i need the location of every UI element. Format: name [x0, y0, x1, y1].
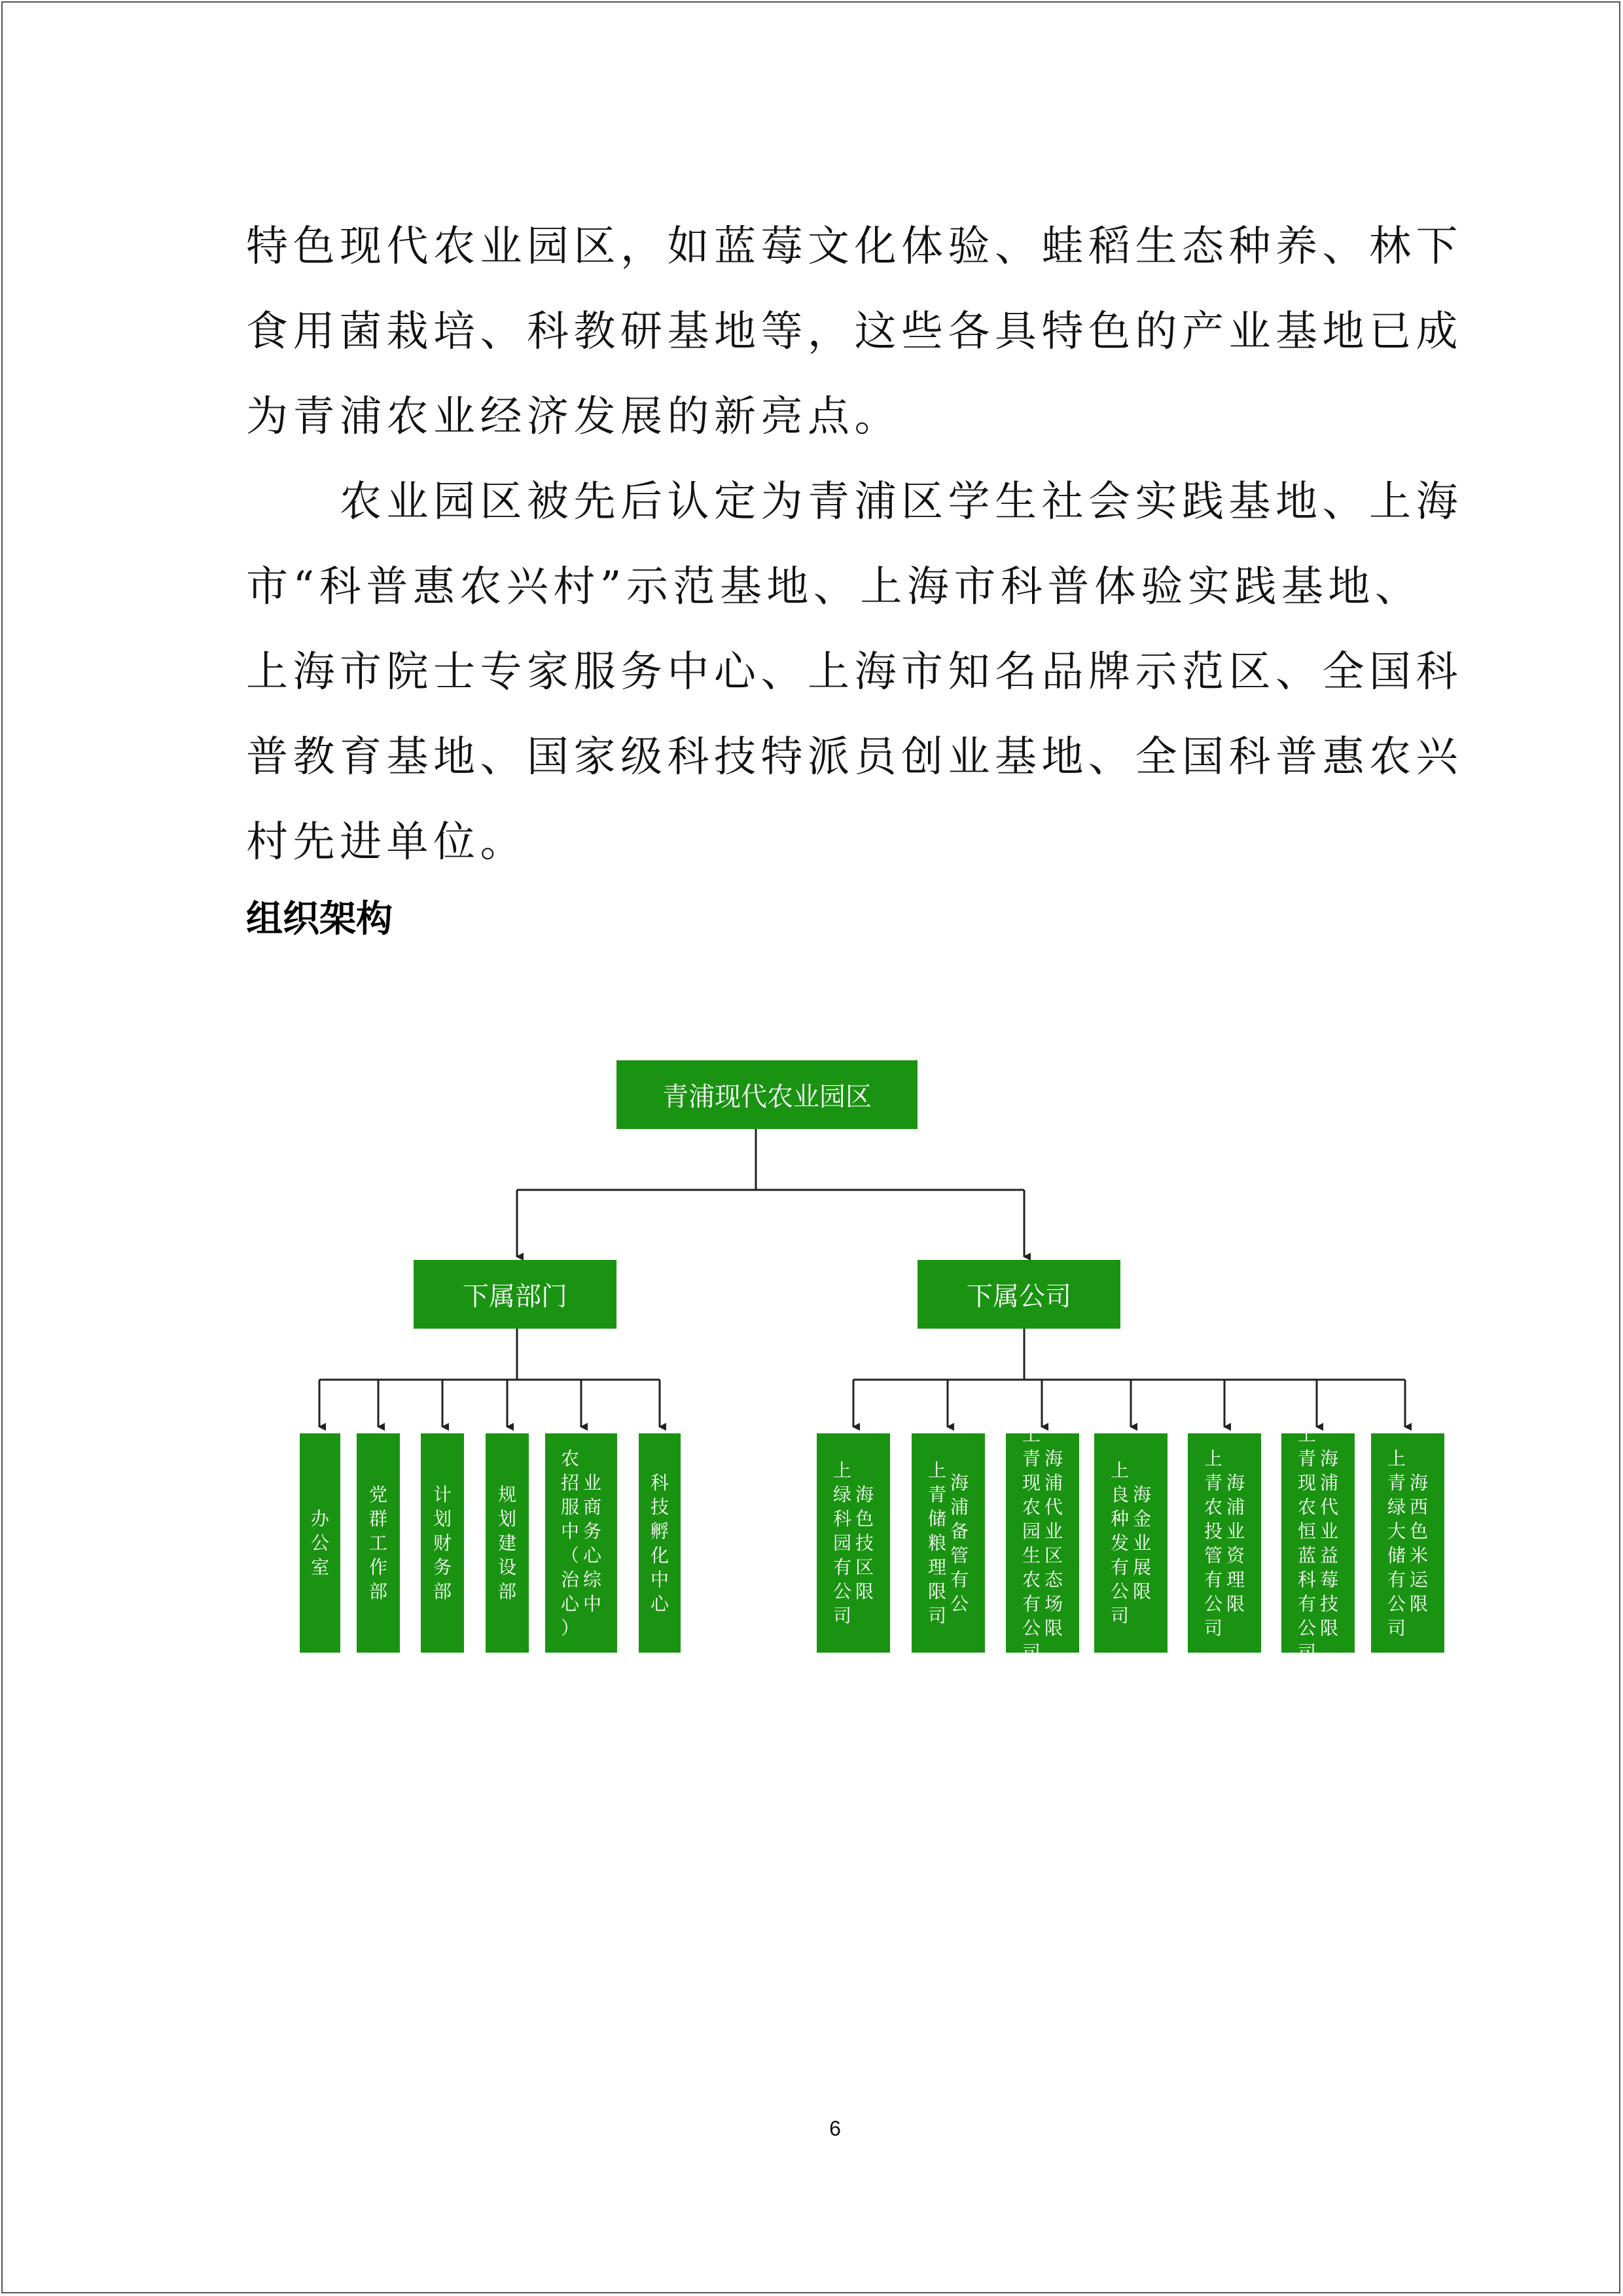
vertical-text-column: 农 招 服 中 （ 治 心 ） — [560, 1447, 579, 1639]
body-line-8: 村先进单位。 — [246, 818, 527, 867]
vertical-text-column: 办 公 室 — [310, 1508, 329, 1578]
page-number: 6 — [829, 2117, 841, 2140]
vertical-text-column: 上 青 现 农 恒 蓝 科 有 公 司 — [1297, 1423, 1316, 1663]
body-line-2: 食用菌栽培、科教研基地等，这些各具特色的产业基地已成 — [246, 308, 1463, 356]
body-line-6: 上海市院士专家服务中心、上海市知名品牌示范区、全国科 — [246, 648, 1463, 696]
vertical-text-column: 海 色 技 区 限 — [855, 1484, 874, 1602]
vertical-text-column: 上 绿 科 园 有 公 司 — [832, 1460, 851, 1626]
vertical-text-column: 上 青 农 投 管 有 公 司 — [1204, 1447, 1222, 1639]
org-branch-companies: 下属公司 — [918, 1260, 1120, 1329]
company-box — [1188, 1433, 1261, 1653]
vertical-text-column: 海 西 色 米 运 限 — [1410, 1471, 1429, 1615]
body-line-1: 特色现代农业园区，如蓝莓文化体验、蛙稻生态种养、林下 — [246, 223, 1463, 271]
body-line-7: 普教育基地、国家级科技特派员创业基地、全国科普惠农兴 — [246, 733, 1463, 781]
vertical-text-column: 科 技 孵 化 中 心 — [650, 1471, 669, 1615]
vertical-text-column: 上 青 现 农 园 生 农 有 公 司 — [1022, 1423, 1041, 1663]
department-box — [486, 1433, 529, 1653]
vertical-text-column: 上 良 种 发 有 公 司 — [1110, 1460, 1129, 1626]
department-box — [421, 1433, 464, 1653]
company-box — [1094, 1433, 1168, 1653]
body-line-4: 农业园区被先后认定为青浦区学生社会实践基地、上海 — [246, 478, 1463, 526]
section-heading: 组织架构 — [246, 898, 393, 941]
company-box — [817, 1433, 890, 1653]
vertical-text-column: 上 青 储 粮 理 限 司 — [927, 1460, 946, 1626]
department-box — [545, 1433, 617, 1653]
company-box — [912, 1433, 985, 1653]
company-box — [1006, 1423, 1079, 1663]
vertical-text-column: 计 划 财 务 部 — [433, 1484, 452, 1602]
body-line-3: 为青浦农业经济发展的新亮点。 — [246, 393, 901, 441]
vertical-text-column: 海 金 业 展 限 — [1133, 1484, 1152, 1602]
vertical-text-column: 海 浦 业 资 理 限 — [1226, 1471, 1245, 1615]
vertical-text-column: 党 群 工 作 部 — [368, 1484, 387, 1602]
vertical-text-column: 海 浦 代 业 区 态 场 限 — [1044, 1447, 1063, 1639]
vertical-text-column: 海 浦 代 业 益 莓 技 限 — [1320, 1447, 1339, 1639]
department-box — [639, 1433, 681, 1653]
department-box — [300, 1433, 340, 1653]
company-box — [1281, 1423, 1355, 1663]
body-line-5: 市“科普惠农兴村”示范基地、上海市科普体验实践基地、 — [246, 563, 1422, 611]
vertical-text-column: 业 商 务 心 综 中 — [583, 1471, 602, 1615]
org-root-box: 青浦现代农业园区 — [616, 1060, 918, 1129]
org-branch-departments: 下属部门 — [414, 1260, 616, 1329]
vertical-text-column: 海 浦 备 管 有 公 — [950, 1471, 969, 1615]
vertical-text-column: 规 划 建 设 部 — [497, 1484, 516, 1602]
vertical-text-column: 上 青 绿 大 储 有 公 司 — [1387, 1447, 1406, 1639]
company-box — [1371, 1433, 1444, 1653]
department-box — [357, 1433, 400, 1653]
